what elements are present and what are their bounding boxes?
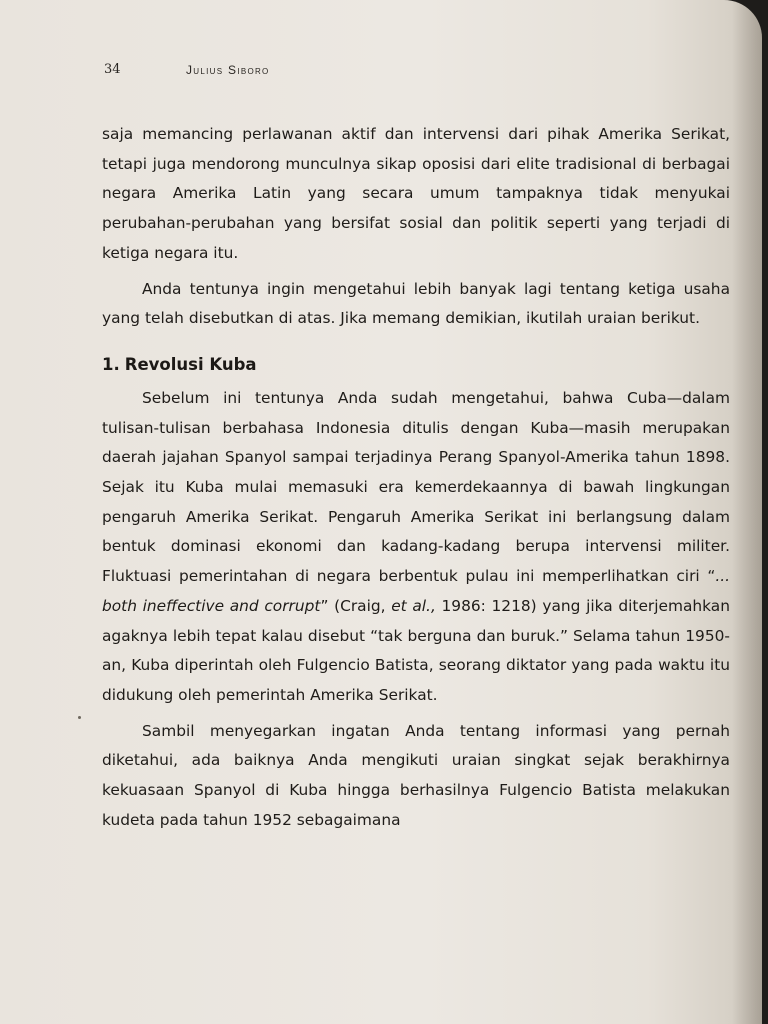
section-number: 1.	[102, 354, 120, 374]
paragraph-1: saja memancing perlawanan aktif dan intervensi dari pihak Amerika Serikat, tetapi juga mendorong munculnya sikap oposisi dari elite tradisional di berbagai negara Amerika Latin yang secara umum tampaknya tidak menyukai perubahan-perubahan yang bersifat sosial dan politik seperti yang terjadi di ketiga negara itu.	[102, 125, 730, 262]
paragraph-3-citation-open: ” (Craig,	[320, 596, 392, 615]
paragraph-4: Sambil menyegarkan ingatan Anda tentang informasi yang pernah diketahui, ada baiknya Anda mengikuti uraian singkat sejak berakhirnya kekuasaan Spanyol di Kuba hingga berhasilnya Fulgencio Batista melakukan kudeta pada tahun 1952 sebagaimana	[102, 721, 730, 829]
paragraph-3	[102, 384, 730, 711]
running-head-author: Julius Siboro	[186, 63, 270, 77]
paragraph-3-quote: ... both ineffective and corrupt	[102, 567, 730, 615]
paragraph-3-text-a: Sebelum ini tentunya Anda sudah mengetahui, bahwa Cuba—dalam tulisan-tulisan berbahasa Indonesia ditulis dengan Kuba—masih merupakan daerah jajahan Spanyol sampai terjadinya Perang Spanyol-Amerika tahun 1898. Sejak itu Kuba mulai memasuki era kemerdekaannya di bawah lingkungan pengaruh Amerika Serikat. Pengaruh Amerika Serikat ini berlangsung dalam bentuk dominasi ekonomi dan kadang-kadang berupa intervensi militer. Fluktuasi pemerintahan di negara berbentuk pulau ini memperlihatkan ciri “	[102, 388, 730, 586]
body-text	[102, 120, 730, 835]
section-heading	[102, 354, 730, 376]
section-title: Revolusi Kuba	[124, 354, 257, 374]
paragraph-3-citation-etal: et al.,	[391, 596, 436, 615]
paragraph-3-text-b: 1986: 1218) yang jika diterjemahkan agaknya lebih tepat kalau disebut “tak berguna dan buruk.” Selama tahun 1950-an, Kuba diperintah oleh Fulgencio Batista, seorang diktator yang pada waktu itu didukung oleh pemerintah Amerika Serikat.	[102, 596, 730, 704]
paragraph-2: Anda tentunya ingin mengetahui lebih banyak lagi tentang ketiga usaha yang telah disebutkan di atas. Jika memang demikian, ikutilah uraian berikut.	[102, 279, 730, 328]
page-number: 34	[104, 62, 121, 77]
margin-dot	[78, 716, 81, 719]
